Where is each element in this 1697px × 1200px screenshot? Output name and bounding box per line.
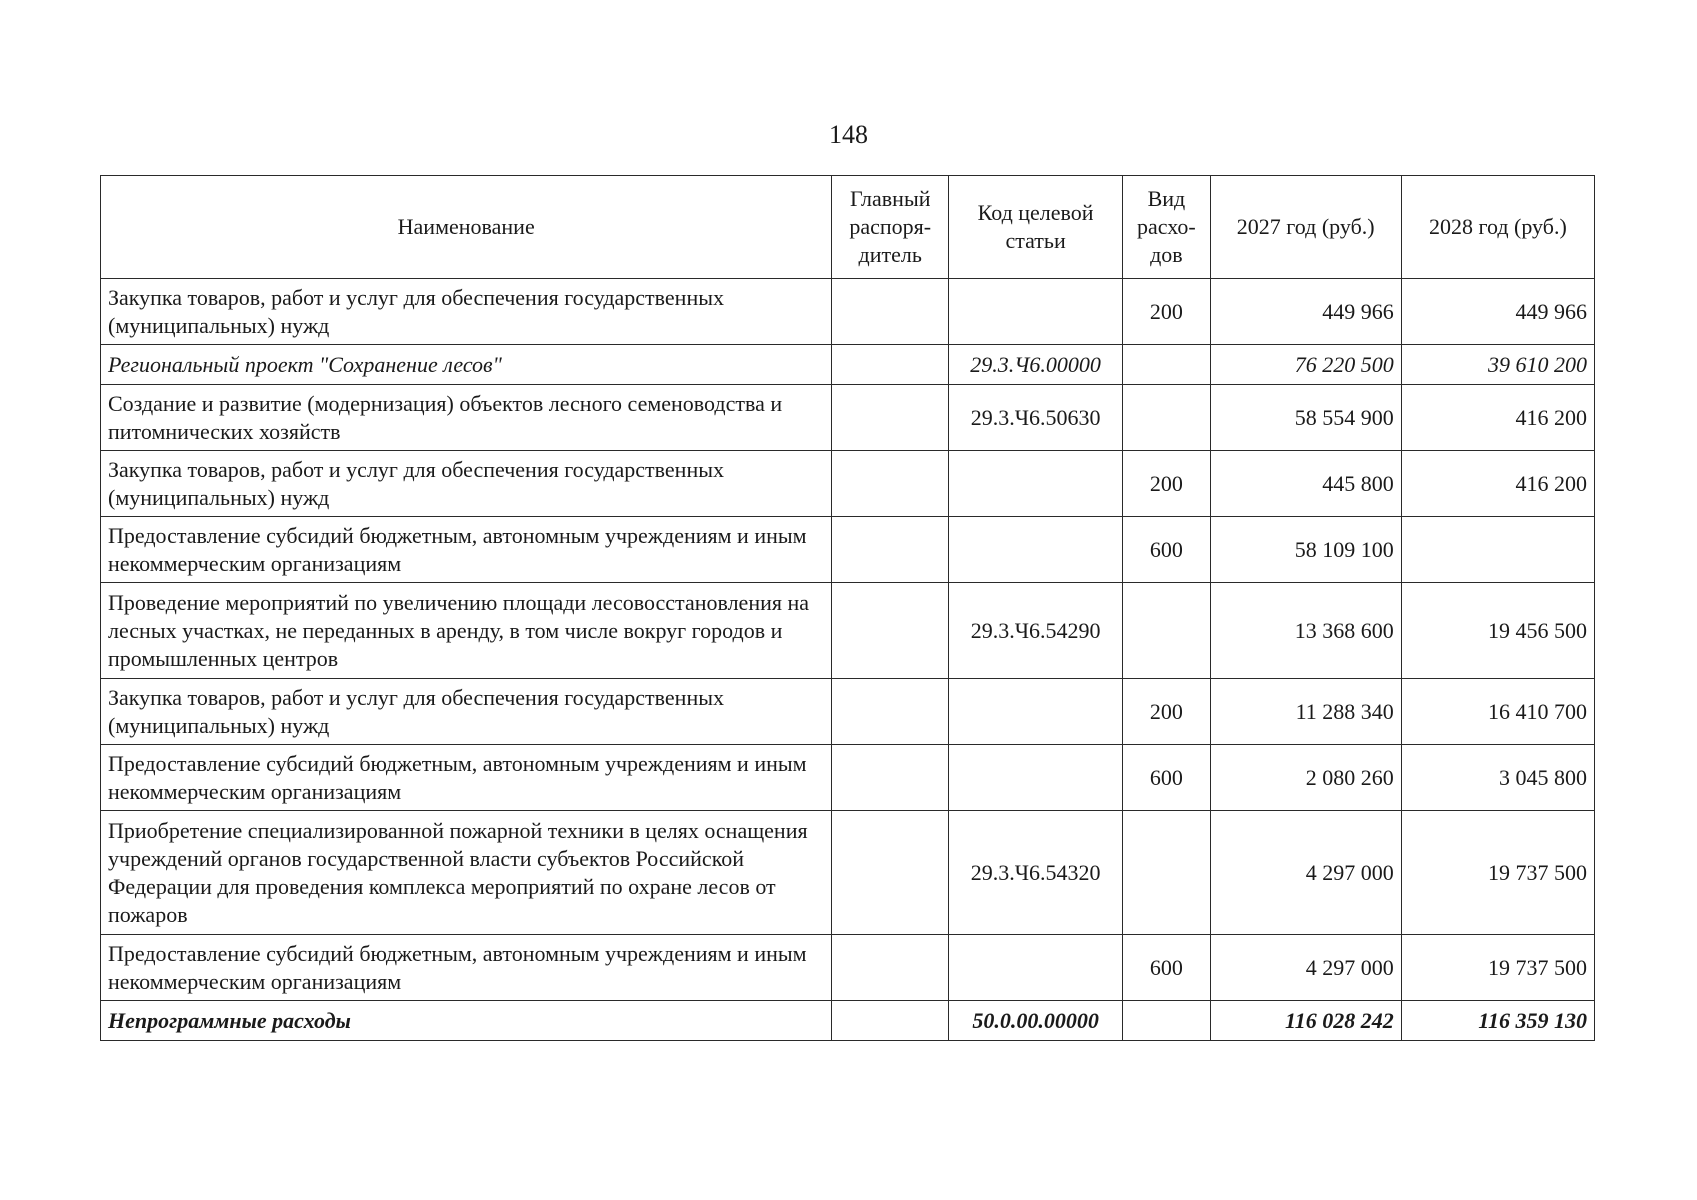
table-row <box>101 517 1595 583</box>
header-expense-type: Вид расхо- дов <box>1123 176 1211 279</box>
budget-table <box>100 175 1595 1041</box>
row-code: 29.3.Ч6.50630 <box>949 385 1123 451</box>
table-row <box>101 451 1595 517</box>
row-type <box>1123 345 1211 385</box>
row-manager <box>832 811 949 935</box>
row-name: Закупка товаров, работ и услуг для обеспечения государственных (муниципальных) нужд <box>101 279 832 345</box>
row-manager <box>832 745 949 811</box>
row-name: Закупка товаров, работ и услуг для обеспечения государственных (муниципальных) нужд <box>101 451 832 517</box>
row-2027: 4 297 000 <box>1210 811 1401 935</box>
row-type: 600 <box>1123 745 1211 811</box>
row-2028: 19 456 500 <box>1401 583 1594 679</box>
row-name: Закупка товаров, работ и услуг для обеспечения государственных (муниципальных) нужд <box>101 679 832 745</box>
header-year-2027: 2027 год (руб.) <box>1210 176 1401 279</box>
row-type <box>1123 583 1211 679</box>
table-row <box>101 583 1595 679</box>
table-row <box>101 345 1595 385</box>
row-type <box>1123 811 1211 935</box>
row-type: 200 <box>1123 679 1211 745</box>
row-code <box>949 517 1123 583</box>
row-2027: 76 220 500 <box>1210 345 1401 385</box>
row-name: Региональный проект "Сохранение лесов" <box>101 345 832 385</box>
row-manager <box>832 385 949 451</box>
table-row <box>101 679 1595 745</box>
row-2027: 445 800 <box>1210 451 1401 517</box>
row-2028: 116 359 130 <box>1401 1001 1594 1041</box>
row-type: 200 <box>1123 451 1211 517</box>
row-2027: 116 028 242 <box>1210 1001 1401 1041</box>
table-row <box>101 811 1595 935</box>
row-manager <box>832 345 949 385</box>
row-type <box>1123 1001 1211 1041</box>
row-2028: 16 410 700 <box>1401 679 1594 745</box>
row-type: 600 <box>1123 935 1211 1001</box>
header-name: Наименование <box>101 176 832 279</box>
row-code: 29.3.Ч6.00000 <box>949 345 1123 385</box>
row-code <box>949 679 1123 745</box>
row-type <box>1123 385 1211 451</box>
row-manager <box>832 451 949 517</box>
row-manager <box>832 583 949 679</box>
row-2027: 58 109 100 <box>1210 517 1401 583</box>
row-name: Приобретение специализированной пожарной техники в целях оснащения учреждений органов государственной власти субъектов Российской Федерации для проведения комплекса мероприятий по охране лесов от пожаров <box>101 811 832 935</box>
row-2027: 4 297 000 <box>1210 935 1401 1001</box>
table-header-row <box>101 176 1595 279</box>
row-2027: 13 368 600 <box>1210 583 1401 679</box>
row-code <box>949 745 1123 811</box>
header-manager: Главный распоря- дитель <box>832 176 949 279</box>
table-row <box>101 935 1595 1001</box>
table-row <box>101 1001 1595 1041</box>
row-name: Предоставление субсидий бюджетным, автономным учреждениям и иным некоммерческим организациям <box>101 517 832 583</box>
row-2027: 2 080 260 <box>1210 745 1401 811</box>
row-manager <box>832 935 949 1001</box>
row-2028: 416 200 <box>1401 385 1594 451</box>
row-manager <box>832 1001 949 1041</box>
row-name: Предоставление субсидий бюджетным, автономным учреждениям и иным некоммерческим организациям <box>101 935 832 1001</box>
header-code: Код целевой статьи <box>949 176 1123 279</box>
row-2028: 19 737 500 <box>1401 811 1594 935</box>
table-row <box>101 745 1595 811</box>
row-code: 29.3.Ч6.54320 <box>949 811 1123 935</box>
row-2028: 3 045 800 <box>1401 745 1594 811</box>
row-code: 29.3.Ч6.54290 <box>949 583 1123 679</box>
header-year-2028: 2028 год (руб.) <box>1401 176 1594 279</box>
row-2027: 11 288 340 <box>1210 679 1401 745</box>
row-name: Проведение мероприятий по увеличению площади лесовосстановления на лесных участках, не переданных в аренду, в том числе вокруг городов и промышленных центров <box>101 583 832 679</box>
table-row <box>101 385 1595 451</box>
row-name: Непрограммные расходы <box>101 1001 832 1041</box>
page-number: 148 <box>829 120 868 149</box>
row-2028: 449 966 <box>1401 279 1594 345</box>
row-2028 <box>1401 517 1594 583</box>
row-2027: 58 554 900 <box>1210 385 1401 451</box>
table-row <box>101 279 1595 345</box>
row-manager <box>832 517 949 583</box>
row-type: 200 <box>1123 279 1211 345</box>
row-manager <box>832 679 949 745</box>
row-type: 600 <box>1123 517 1211 583</box>
row-code <box>949 279 1123 345</box>
row-manager <box>832 279 949 345</box>
row-2028: 416 200 <box>1401 451 1594 517</box>
row-2028: 39 610 200 <box>1401 345 1594 385</box>
row-code: 50.0.00.00000 <box>949 1001 1123 1041</box>
row-name: Создание и развитие (модернизация) объектов лесного семеноводства и питомнических хозяйств <box>101 385 832 451</box>
row-2027: 449 966 <box>1210 279 1401 345</box>
row-name: Предоставление субсидий бюджетным, автономным учреждениям и иным некоммерческим организациям <box>101 745 832 811</box>
row-code <box>949 935 1123 1001</box>
row-2028: 19 737 500 <box>1401 935 1594 1001</box>
row-code <box>949 451 1123 517</box>
